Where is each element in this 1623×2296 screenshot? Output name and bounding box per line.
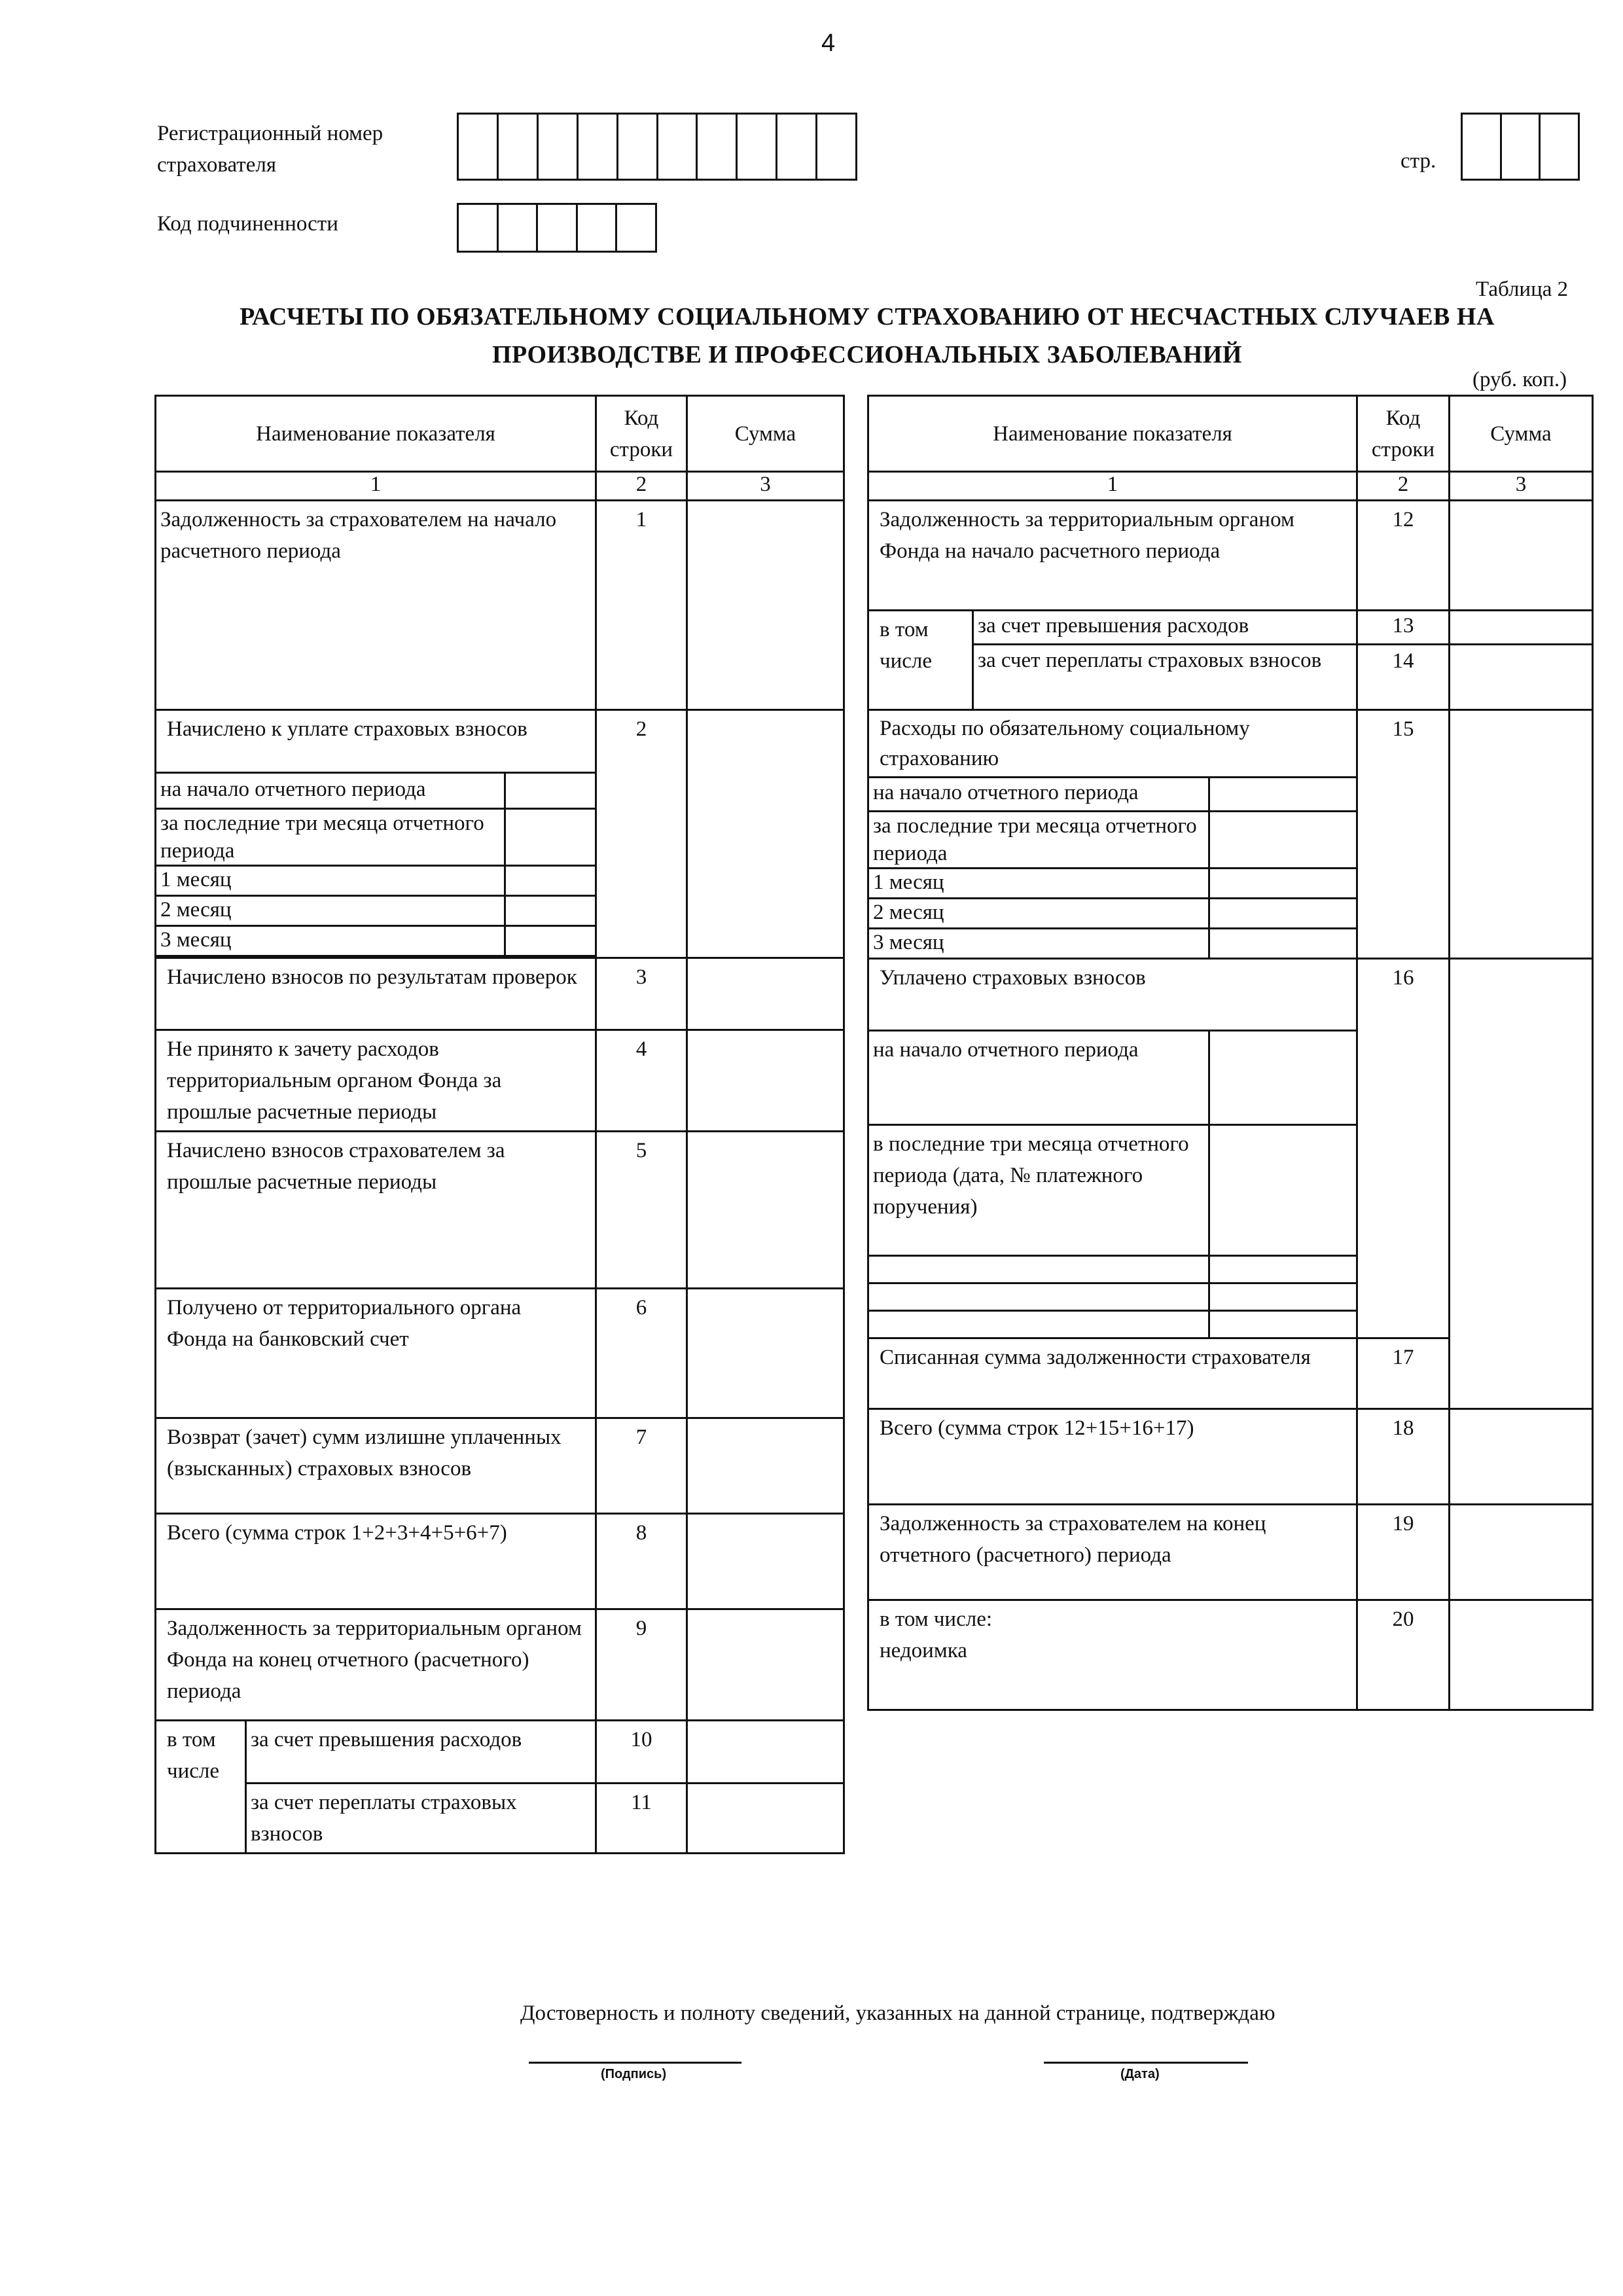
- reg-number-label-line2: страхователя: [157, 153, 277, 177]
- sub-sum-cell[interactable]: [1209, 899, 1357, 929]
- page-label: стр.: [1400, 149, 1436, 173]
- sum-cell-2[interactable]: [687, 710, 844, 958]
- right-header-row: [868, 396, 1593, 472]
- table-row: Начислено взносов по результатам проверок 3: [156, 958, 844, 1030]
- table-row: за последние три месяца отчетного периода: [156, 809, 844, 866]
- table-row: 1 месяц: [868, 869, 1593, 899]
- date-caption: (Дата): [1120, 2067, 1160, 2081]
- sub-sum-cell[interactable]: [1209, 869, 1357, 899]
- sum-cell-13[interactable]: [1450, 611, 1593, 645]
- sub-sum-cell[interactable]: [1209, 1125, 1357, 1256]
- units-label: (руб. коп.): [1472, 368, 1567, 391]
- sum-cell-10[interactable]: [687, 1721, 844, 1784]
- table-row: Задолженность за страхователем на конец отчетного (расчетного) периода 19: [868, 1505, 1593, 1600]
- col-name-header: Наименование показателя: [156, 396, 596, 472]
- col-sum-header: Сумма: [687, 396, 844, 472]
- sum-cell-19[interactable]: [1450, 1505, 1593, 1600]
- table-row: Задолженность за территориальным органом Фонда на конец отчетного (расчетного) периода 9: [156, 1609, 844, 1721]
- col-name-header: Наименование показателя: [868, 396, 1357, 472]
- table-row: за счет переплаты страховых взносов 14: [868, 645, 1593, 710]
- reg-number-boxes[interactable]: [457, 113, 857, 181]
- table-row: Всего (сумма строк 12+15+16+17) 18: [868, 1409, 1593, 1505]
- left-table: [154, 395, 845, 1854]
- signature-caption: (Подпись): [601, 2067, 667, 2081]
- table-row: Получено от территориального органа Фонда на банковский счет 6: [156, 1289, 844, 1418]
- title-line-2: ПРОИЗВОДСТВЕ И ПРОФЕССИОНАЛЬНЫХ ЗАБОЛЕВАНИЙ: [492, 341, 1242, 368]
- table-row: Начислено взносов страхователем за прошлые расчетные периоды 5: [156, 1132, 844, 1289]
- sum-cell-18[interactable]: [1450, 1409, 1593, 1505]
- sub-sum-cell[interactable]: [1209, 1031, 1357, 1125]
- right-table: [867, 395, 1594, 1711]
- sub-sum-cell[interactable]: [1209, 929, 1357, 959]
- col-code-header: Код строки: [1357, 396, 1450, 472]
- col-sum-header: Сумма: [1450, 396, 1593, 472]
- left-header-row: [156, 396, 844, 472]
- table-row: Списанная сумма задолженности страхователя 17: [868, 1338, 1593, 1409]
- subordination-code-label: Код подчиненности: [157, 212, 338, 236]
- table-row: 1 месяц: [156, 866, 844, 896]
- sum-cell-11[interactable]: [687, 1784, 844, 1854]
- confirmation-text: Достоверность и полноту сведений, указанных на данной странице, подтверждаю: [520, 2001, 1275, 2025]
- table-row: Всего (сумма строк 1+2+3+4+5+6+7) 8: [156, 1514, 844, 1609]
- table-row: Возврат (зачет) сумм излишне уплаченных (взысканных) страховых взносов 7: [156, 1418, 844, 1514]
- sub-sum-cell[interactable]: [505, 926, 596, 956]
- right-number-row: 1 2 3: [868, 472, 1593, 501]
- sum-cell-6[interactable]: [687, 1289, 844, 1418]
- table-row: за последние три месяца отчетного периода: [868, 812, 1593, 869]
- table-row: 3 месяц: [868, 929, 1593, 959]
- table-row: Задолженность за территориальным органом Фонда на начало расчетного периода 12: [868, 501, 1593, 611]
- sum-cell-20[interactable]: [1450, 1600, 1593, 1710]
- table-row: в том числе за счет превышения расходов 10: [156, 1721, 844, 1784]
- table-row: на начало отчетного периода: [868, 1031, 1593, 1125]
- table-row: Расходы по обязательному социальному страхованию 15: [868, 710, 1593, 778]
- sum-cell-1[interactable]: [687, 501, 844, 710]
- title-line-1: РАСЧЕТЫ ПО ОБЯЗАТЕЛЬНОМУ СОЦИАЛЬНОМУ СТРАХОВАНИЮ ОТ НЕСЧАСТНЫХ СЛУЧАЕВ НА: [240, 303, 1495, 331]
- sub-sum-cell[interactable]: [505, 809, 596, 866]
- sum-cell-15[interactable]: [1450, 710, 1593, 959]
- sub-sum-cell[interactable]: [505, 773, 596, 809]
- table-row: 3 месяц: [156, 926, 844, 956]
- date-line[interactable]: [1044, 2062, 1248, 2064]
- table-label: Таблица 2: [1476, 278, 1569, 301]
- sum-cell-12[interactable]: [1450, 501, 1593, 611]
- page-number: 4: [821, 29, 836, 57]
- table-row: за счет переплаты страховых взносов 11: [156, 1784, 844, 1854]
- sub-sum-cell[interactable]: [1209, 778, 1357, 812]
- sum-cell-3[interactable]: [687, 958, 844, 1030]
- table-row: на начало отчетного периода: [868, 778, 1593, 812]
- table-row: в последние три месяца отчетного периода (дата, № платежного поручения): [868, 1125, 1593, 1256]
- sum-cell-4[interactable]: [687, 1030, 844, 1132]
- left-number-row: 1 2 3: [156, 472, 844, 501]
- table-row: 2 месяц: [868, 899, 1593, 929]
- table-row: в том числе: недоимка 20: [868, 1600, 1593, 1710]
- sum-cell-5[interactable]: [687, 1132, 844, 1289]
- table-row: Начислено к уплате страховых взносов 2: [156, 710, 844, 773]
- table-row: в том числе за счет превышения расходов 13: [868, 611, 1593, 645]
- sum-cell-7[interactable]: [687, 1418, 844, 1514]
- signature-line[interactable]: [529, 2062, 741, 2064]
- table-row: на начало отчетного периода: [156, 773, 844, 809]
- subordination-code-boxes[interactable]: [457, 203, 657, 253]
- table-row: Задолженность за страхователем на начало расчетного периода 1: [156, 501, 844, 710]
- sub-sum-cell[interactable]: [505, 896, 596, 926]
- sub-sum-cell[interactable]: [505, 866, 596, 896]
- sum-cell-16[interactable]: [1450, 959, 1593, 1409]
- sum-cell-8[interactable]: [687, 1514, 844, 1609]
- page-number-boxes[interactable]: [1461, 113, 1580, 181]
- sum-cell-9[interactable]: [687, 1609, 844, 1721]
- table-row: Не принято к зачету расходов территориальным органом Фонда за прошлые расчетные периоды 4: [156, 1030, 844, 1132]
- sum-cell-14[interactable]: [1450, 645, 1593, 710]
- page-title: [151, 298, 1584, 374]
- col-code-header: Код строки: [596, 396, 687, 472]
- reg-number-label-line1: Регистрационный номер: [157, 122, 383, 145]
- sub-sum-cell[interactable]: [1209, 812, 1357, 869]
- table-row: 2 месяц: [156, 896, 844, 926]
- table-row: Уплачено страховых взносов 16: [868, 959, 1593, 1031]
